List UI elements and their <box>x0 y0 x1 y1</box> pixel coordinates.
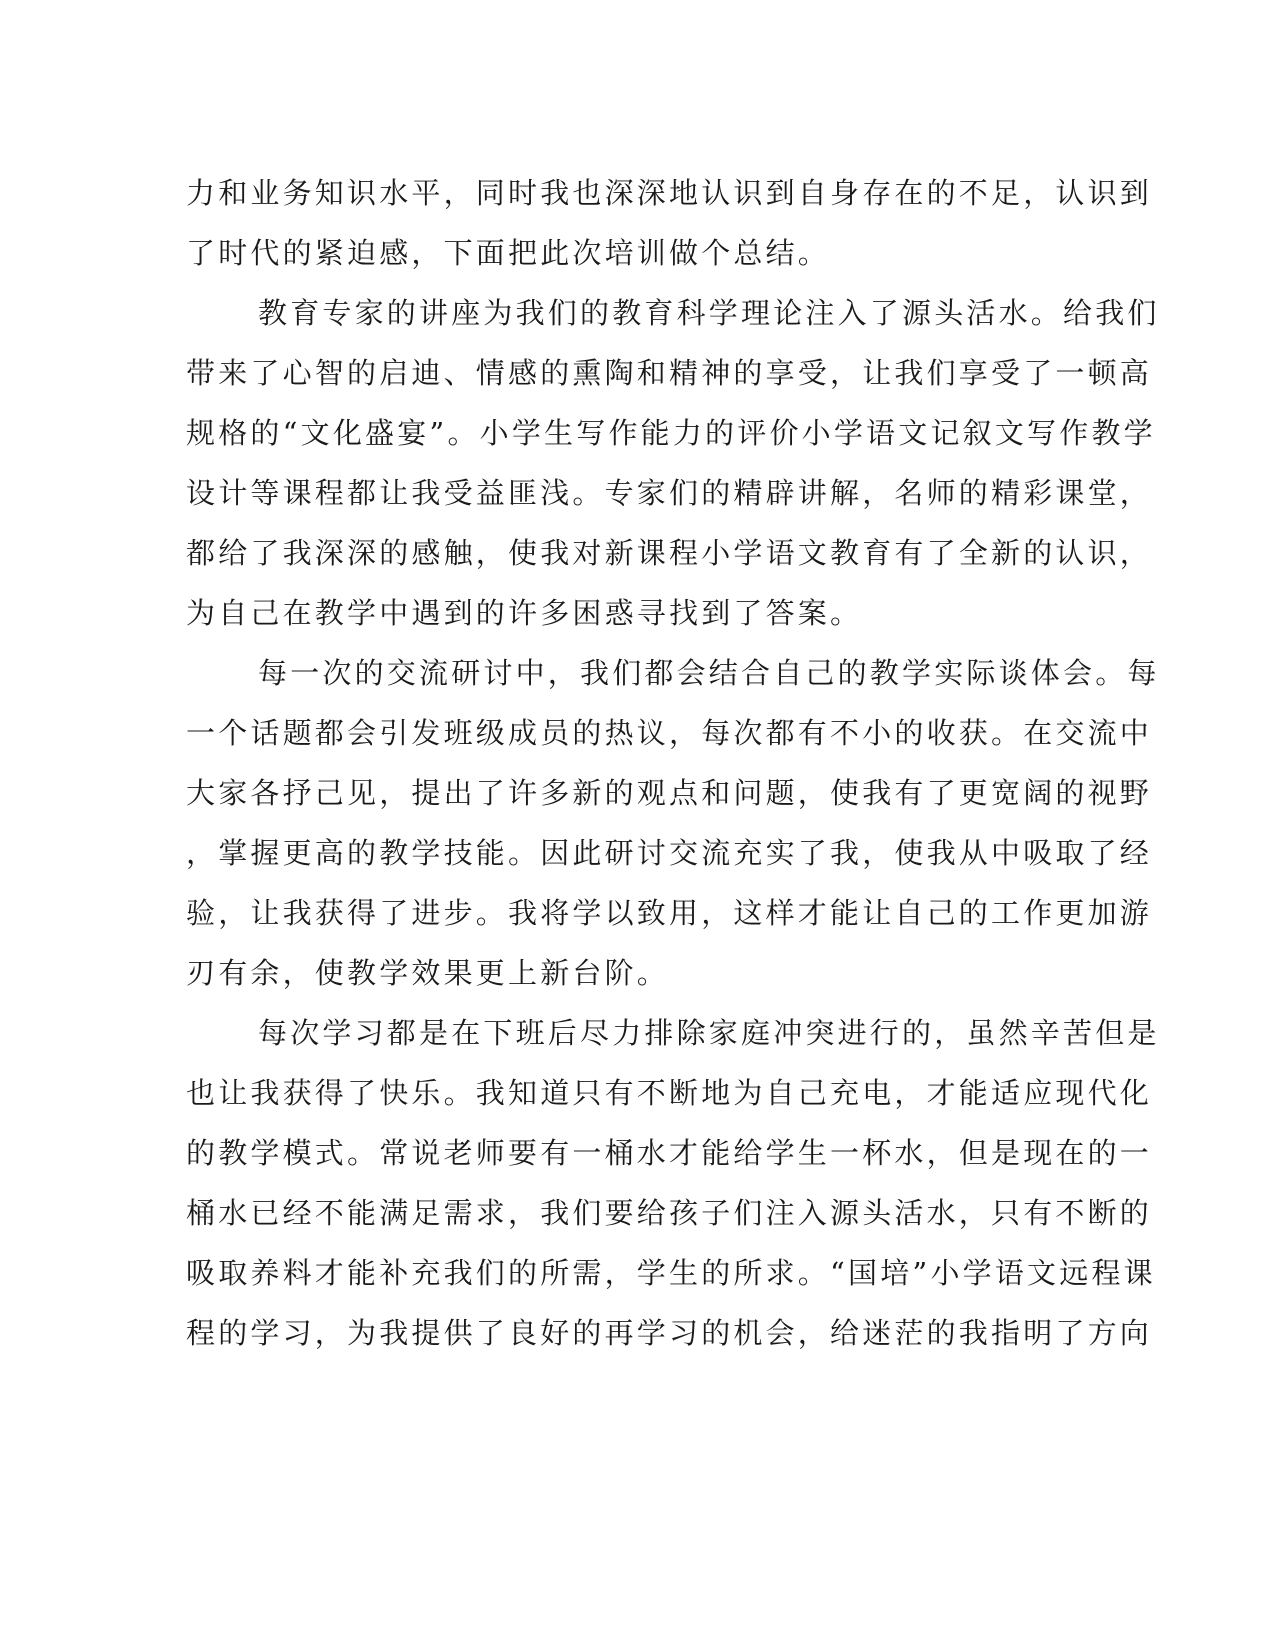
text-line: 也让我获得了快乐。我知道只有不断地为自己充电，才能适应现代化 <box>186 1076 1153 1110</box>
paragraph-start-line: 每一次的交流研讨中，我们都会结合自己的教学实际谈体会。每 <box>258 656 1160 690</box>
text-line: 刃有余，使教学效果更上新台阶。 <box>186 956 670 990</box>
text-line: 设计等课程都让我受益匪浅。专家们的精辟讲解，名师的精彩课堂， <box>186 476 1153 510</box>
text-line: 程的学习，为我提供了良好的再学习的机会，给迷茫的我指明了方向 <box>186 1316 1153 1350</box>
text-line: 吸取养料才能补充我们的所需，学生的所求。“国培”小学语文远程课 <box>186 1256 1156 1290</box>
text-line: 的教学模式。常说老师要有一桶水才能给学生一杯水，但是现在的一 <box>186 1136 1153 1170</box>
text-line: 桶水已经不能满足需求，我们要给孩子们注入源头活水，只有不断的 <box>186 1196 1153 1230</box>
paragraph-start-line: 每次学习都是在下班后尽力排除家庭冲突进行的，虽然辛苦但是 <box>258 1016 1160 1050</box>
text-line: 大家各抒己见，提出了许多新的观点和问题，使我有了更宽阔的视野 <box>186 776 1153 810</box>
text-line: 验，让我获得了进步。我将学以致用，这样才能让自己的工作更加游 <box>186 896 1153 930</box>
text-line: ，掌握更高的教学技能。因此研讨交流充实了我，使我从中吸取了经 <box>186 836 1153 870</box>
text-line: 一个话题都会引发班级成员的热议，每次都有不小的收获。在交流中 <box>186 716 1153 750</box>
body-text <box>186 163 1160 1363</box>
text-line: 了时代的紧迫感，下面把此次培训做个总结。 <box>186 236 831 270</box>
text-line: 为自己在教学中遇到的许多困惑寻找到了答案。 <box>186 596 863 630</box>
paragraph-start-line: 教育专家的讲座为我们的教育科学理论注入了源头活水。给我们 <box>258 296 1160 330</box>
text-line: 规格的“文化盛宴”。小学生写作能力的评价小学语文记叙文写作教学 <box>186 416 1156 450</box>
text-line: 都给了我深深的感触，使我对新课程小学语文教育有了全新的认识， <box>186 536 1153 570</box>
text-line: 带来了心智的启迪、情感的熏陶和精神的享受，让我们享受了一顿高 <box>186 356 1153 390</box>
text-line: 力和业务知识水平，同时我也深深地认识到自身存在的不足，认识到 <box>186 176 1153 210</box>
